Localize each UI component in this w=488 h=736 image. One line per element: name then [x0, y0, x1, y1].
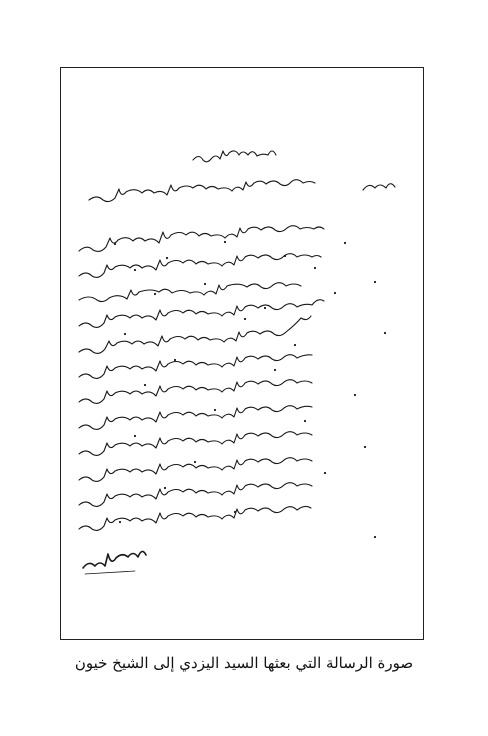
letter-body-lines	[79, 226, 324, 531]
signature-script	[83, 551, 146, 568]
address-script	[89, 180, 315, 202]
handwritten-letter-image	[75, 148, 413, 578]
address-note-script	[363, 184, 395, 190]
basmala-script	[193, 151, 276, 162]
figure-caption: صورة الرسالة التي بعثها السيد اليزدي إلى الشيخ خيون	[74, 654, 414, 672]
